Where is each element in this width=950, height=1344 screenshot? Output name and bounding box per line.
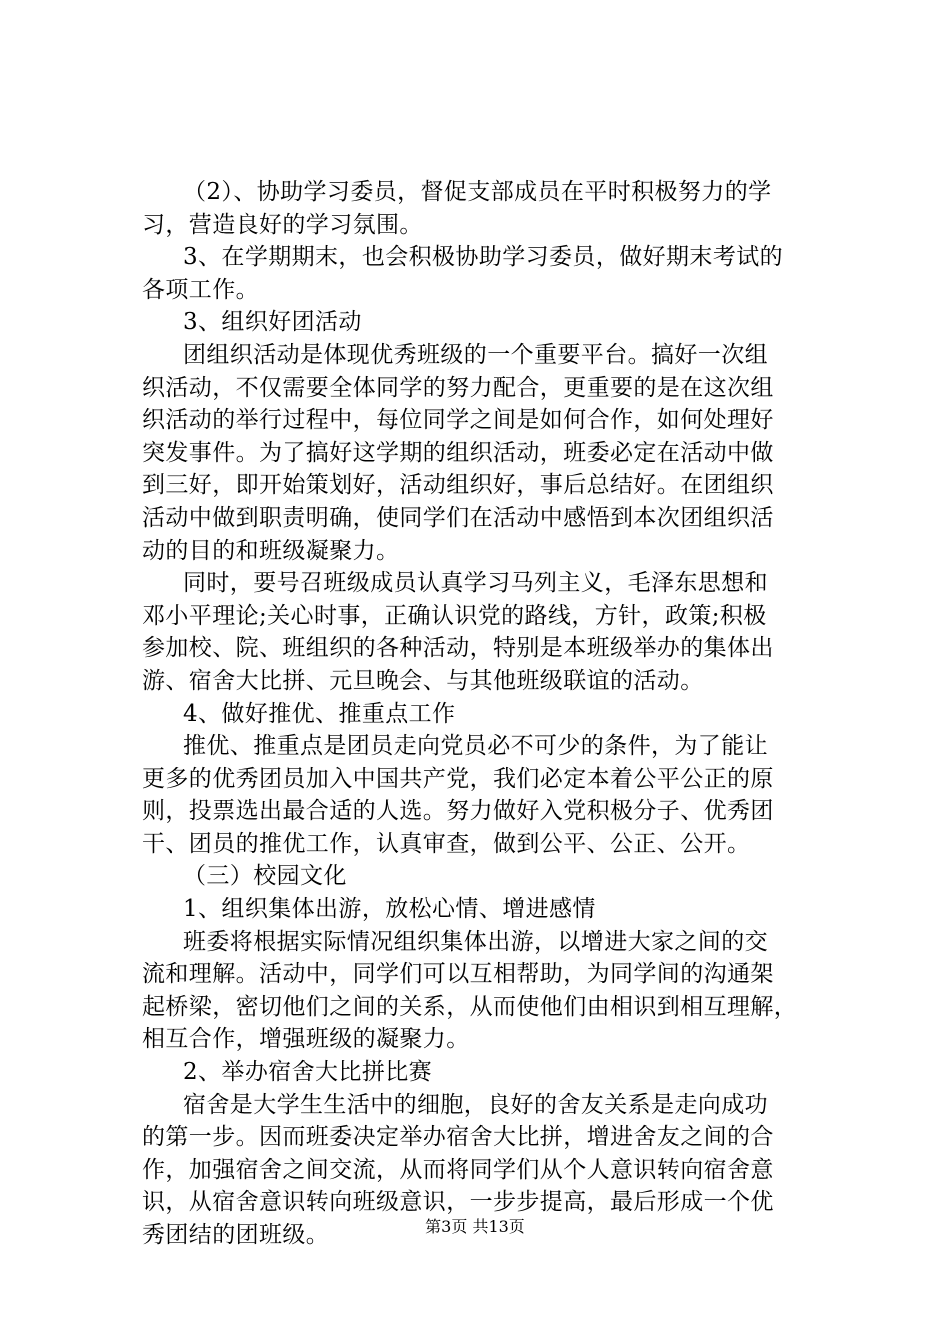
section-heading: 3、组织好团活动 bbox=[183, 309, 362, 336]
text-line: 推优、推重点是团员走向党员必不可少的条件，为了能让 bbox=[183, 733, 768, 760]
text-line: 织活动的举行过程中，每位同学之间是如何合作，如何处理好 bbox=[142, 407, 774, 434]
page-number-footer: 第3页 共13页 bbox=[425, 1217, 525, 1236]
text-line: 游、宿舍大比拼、元旦晚会、与其他班级联谊的活动。 bbox=[142, 667, 704, 694]
text-line: 各项工作。 bbox=[142, 276, 259, 303]
text-line: 同时，要号召班级成员认真学习马列主义，毛泽东思想和 bbox=[183, 570, 768, 597]
text-line: 的第一步。因而班委决定举办宿舍大比拼，增进舍友之间的合 bbox=[142, 1124, 774, 1151]
text-line: 干、团员的推优工作，认真审查，做到公平、公正、公开。 bbox=[142, 830, 751, 857]
text-line: 班委将根据实际情况组织集体出游，以增进大家之间的交 bbox=[183, 928, 768, 955]
section-heading: （三）校园文化 bbox=[183, 863, 347, 890]
text-line: 则，投票选出最合适的人选。努力做好入党积极分子、优秀团 bbox=[142, 798, 774, 825]
text-line: 更多的优秀团员加入中国共产党，我们必定本着公平公正的原 bbox=[142, 765, 774, 792]
section-heading: 4、做好推优、推重点工作 bbox=[183, 700, 456, 727]
text-line: 到三好，即开始策划好，活动组织好，事后总结好。在团组织 bbox=[142, 472, 774, 499]
text-line: 识，从宿舍意识转向班级意识，一步步提高，最后形成一个优 bbox=[142, 1189, 774, 1216]
section-heading: 2、举办宿舍大比拼比赛 bbox=[183, 1059, 433, 1086]
text-line: 宿舍是大学生生活中的细胞，良好的舍友关系是走向成功 bbox=[183, 1091, 768, 1118]
text-line: 动的目的和班级凝聚力。 bbox=[142, 537, 400, 564]
text-line: 起桥梁，密切他们之间的关系，从而使他们由相识到相互理解， bbox=[142, 993, 798, 1020]
text-line: 作，加强宿舍之间交流，从而将同学们从个人意识转向宿舍意 bbox=[142, 1156, 774, 1183]
text-line: 相互合作，增强班级的凝聚力。 bbox=[142, 1026, 470, 1053]
section-heading: 1、组织集体出游，放松心情、增进感情 bbox=[183, 896, 596, 923]
text-line: 团组织活动是体现优秀班级的一个重要平台。搞好一次组 bbox=[183, 341, 768, 368]
text-line: 参加校、院、班组织的各种活动，特别是本班级举办的集体出 bbox=[142, 635, 774, 662]
text-line: 邓小平理论;关心时事，正确认识党的路线，方针，政策;积极 bbox=[142, 602, 767, 629]
text-line: 突发事件。为了搞好这学期的组织活动，班委必定在活动中做 bbox=[142, 439, 774, 466]
text-line: 习，营造良好的学习氛围。 bbox=[142, 211, 423, 238]
text-line: 织活动，不仅需要全体同学的努力配合，更重要的是在这次组 bbox=[142, 374, 774, 401]
text-line: 流和理解。活动中，同学们可以互相帮助，为同学间的沟通架 bbox=[142, 961, 774, 988]
text-line: 3、在学期期末，也会积极协助学习委员，做好期末考试的 bbox=[183, 244, 784, 271]
text-line: （2）、协助学习委员，督促支部成员在平时积极努力的学 bbox=[183, 179, 772, 205]
text-line: 活动中做到职责明确，使同学们在活动中感悟到本次团组织活 bbox=[142, 504, 774, 531]
document-body bbox=[142, 176, 832, 1252]
text-line: 秀团结的团班级。 bbox=[142, 1222, 330, 1248]
